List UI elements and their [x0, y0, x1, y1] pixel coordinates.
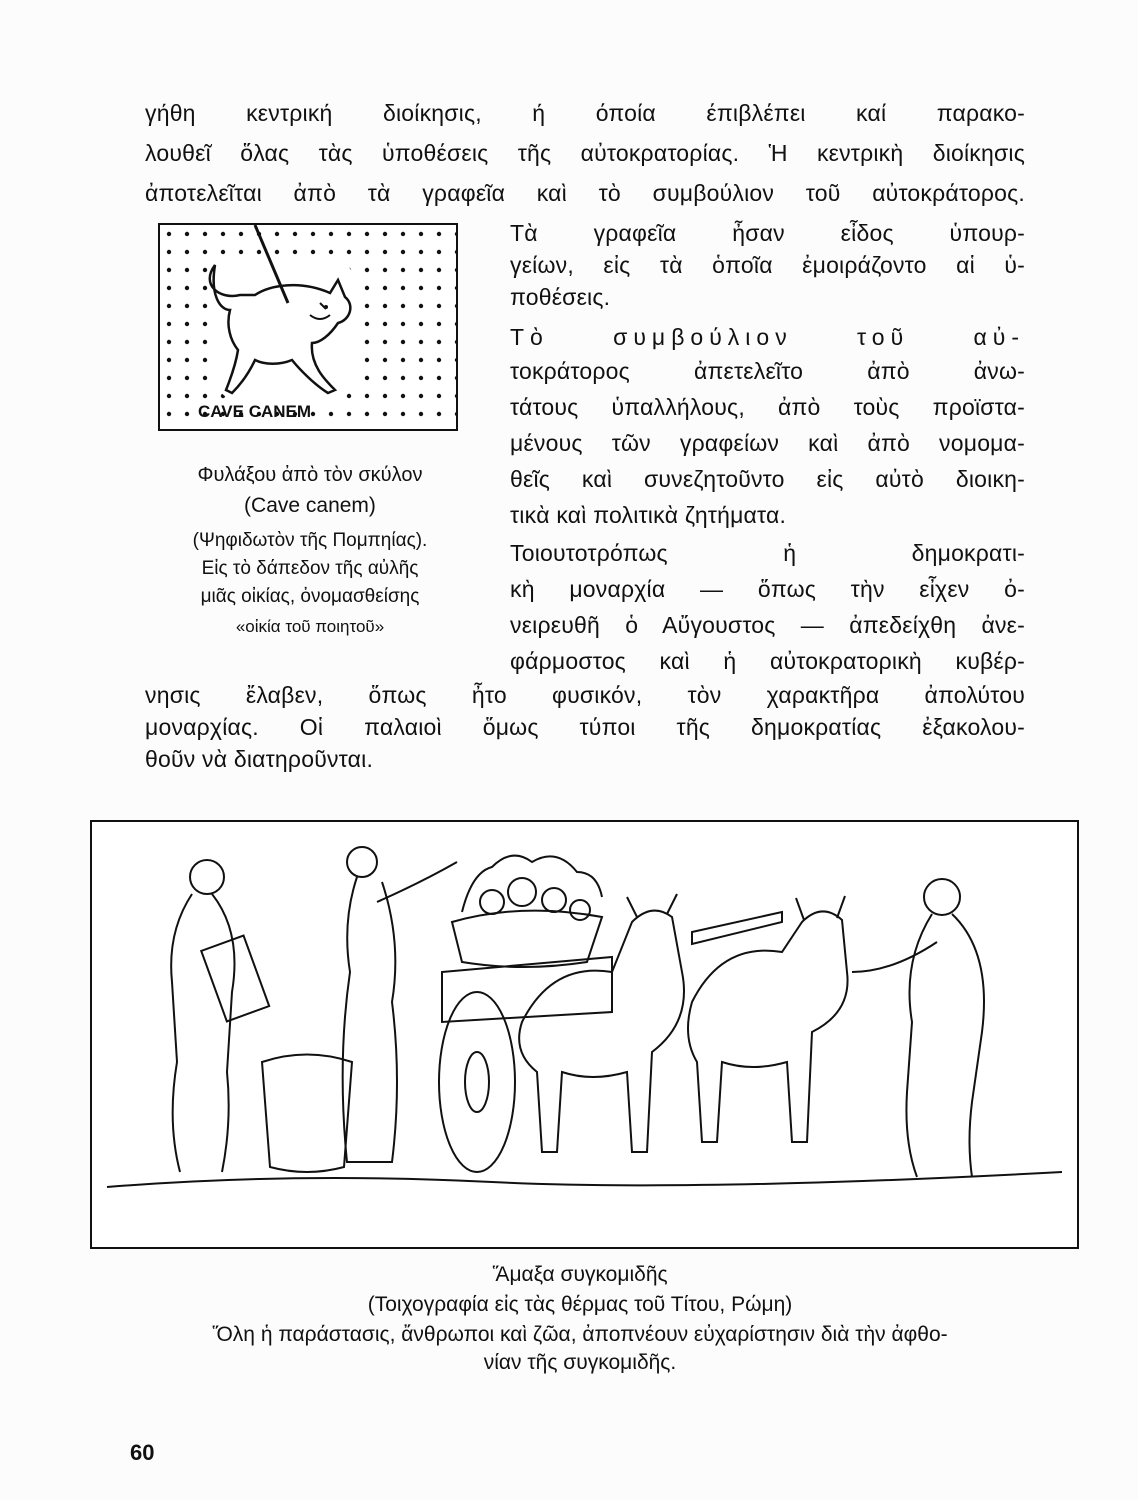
harvest-cart-drawing	[92, 822, 1077, 1247]
text-line: ποθέσεις.	[510, 284, 611, 310]
figure-caption-title: Ἅμαξα συγκομιδῆς	[492, 1263, 668, 1286]
dog-mosaic-drawing	[160, 225, 456, 429]
text-line: γήθη κεντρική διοίκησις, ή όποία έπιβλέπει καί παρακο-	[145, 100, 1025, 126]
figure-caption-source: (Τοιχογραφία εἰς τὰς θέρμας τοῦ Τίτου, Ρώμη)	[367, 1293, 793, 1316]
dog-inscription: CAVE CANEM	[198, 402, 312, 421]
dog-caption-text: «οἰκία τοῦ ποιητοῦ»	[235, 617, 385, 636]
dog-caption-latin: (Cave canem)	[244, 494, 376, 517]
text-line: νειρευθῆ ὁ Αὔγουστος — ἀπεδείχθη ἀνε-	[510, 612, 1025, 638]
text-line: τάτους ὑπαλλήλους, ἀπὸ τοὺς προϊστα-	[510, 394, 1025, 420]
text-line: φάρμοστος καὶ ἡ αὐτοκρατορικὴ κυβέρ-	[510, 648, 1025, 674]
dog-caption-text: Εἰς τὸ δάπεδον τῆς αὐλῆς	[201, 558, 419, 579]
text-line: ἀποτελεῖται ἀπὸ τὰ γραφεῖα καὶ τὸ συμβούλιον τοῦ αὐτοκράτορος.	[145, 180, 1025, 206]
figure-caption-desc: νίαν τῆς συγκομιδῆς.	[483, 1351, 677, 1374]
text-line: Τοιουτοτρόπως ἡ δημοκρατι-	[510, 540, 1025, 566]
page-number: 60	[130, 1440, 155, 1465]
text-line: μοναρχίας. Οἱ παλαιοὶ ὅμως τύποι τῆς δημοκρατίας ἐξακολου-	[145, 714, 1025, 740]
dog-caption-text: μιᾶς οἰκίας, ὀνομασθείσης	[200, 586, 420, 607]
text-line: θοῦν νὰ διατηροῦνται.	[145, 746, 374, 772]
text-line: λουθεῖ ὅλας τὰς ὑποθέσεις τῆς αὐτοκρατορίας. Ἡ κεντρικὴ διοίκησις	[145, 140, 1025, 166]
cave-canem-mosaic	[158, 223, 458, 431]
text-line: τοκράτορος ἀπετελεῖτο ἀπὸ ἀνω-	[510, 358, 1025, 384]
harvest-cart-illustration	[90, 820, 1079, 1249]
text-line: τικὰ καὶ πολιτικὰ ζητήματα.	[510, 502, 787, 528]
text-line: νησις ἔλαβεν, ὅπως ἦτο φυσικόν, τὸν χαρακτῆρα ἀπολύτου	[145, 682, 1025, 708]
text-line: κὴ μοναρχία — ὅπως τὴν εἶχεν ὀ-	[510, 576, 1025, 602]
text-line: Τὰ γραφεῖα ἦσαν εἶδος ὑπουρ-	[510, 220, 1025, 246]
text-line: θεῖς καὶ συνεζητοῦντο εἰς αὐτὸ διοικη-	[510, 466, 1025, 492]
dog-caption-title: Φυλάξου ἀπὸ τὸν σκύλον	[197, 464, 423, 486]
text-line: Τὸ συμβούλιον τοῦ αὐ-	[510, 324, 1025, 350]
text-line: γείων, εἰς τὰ ὁποῖα ἐμοιράζοντο αἱ ὑ-	[510, 252, 1025, 278]
dog-caption-source: (Ψηφιδωτὸν τῆς Πομπηίας).	[192, 530, 428, 551]
figure-caption-desc: Ὅλη ἡ παράστασις, ἄνθρωποι καὶ ζῶα, ἀποπνέουν εὐχαρίστησιν διὰ τὴν ἀφθο-	[212, 1323, 948, 1346]
text-line: μένους τῶν γραφείων καὶ ἀπὸ νομομα-	[510, 430, 1025, 456]
